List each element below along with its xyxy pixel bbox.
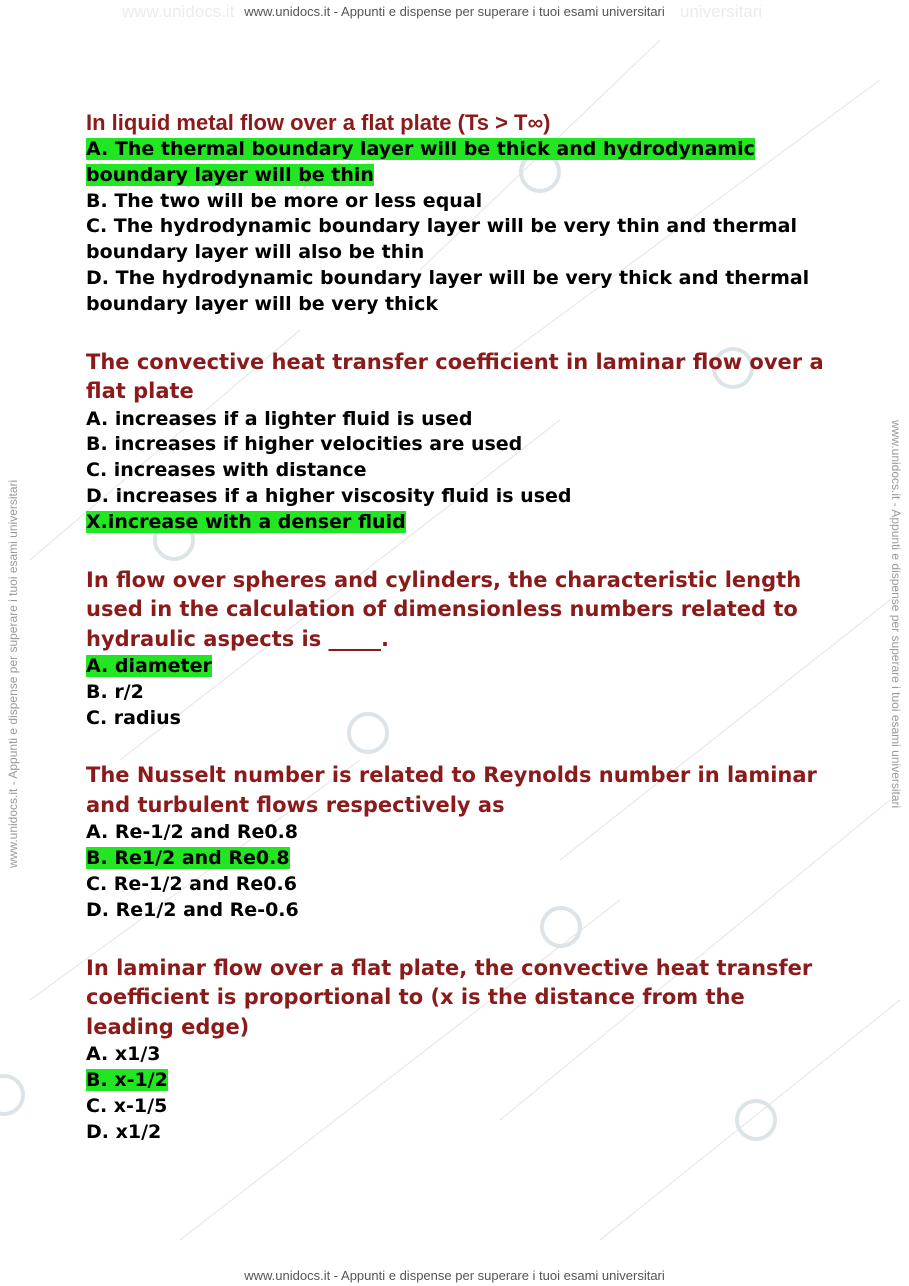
- option-d: D. The hydrodynamic boundary layer will be very thick and thermal boundary layer will be very thick: [86, 266, 810, 315]
- option-a-correct: A. diameter: [86, 655, 212, 678]
- option-b: B. The two will be more or less equal: [86, 189, 483, 212]
- page-footer-watermark: www.unidocs.it - Appunti e dispense per superare i tuoi esami universitari: [244, 1268, 665, 1283]
- question-5: [86, 954, 826, 1146]
- page-header-watermark: www.unidocs.it - Appunti e dispense per superare i tuoi esami universitari: [244, 4, 665, 19]
- question-title: In flow over spheres and cylinders, the characteristic length used in the calculation of dimensionless numbers related to hydraulic aspects is _____.: [86, 567, 802, 651]
- option-a-correct: A. The thermal boundary layer will be thick and hydrodynamic boundary layer will be thin: [86, 138, 755, 186]
- option-a: A. increases if a lighter fluid is used: [86, 407, 473, 430]
- side-watermark-left: www.unidocs.it - Appunti e dispense per superare i tuoi esami universitari: [6, 479, 20, 868]
- watermark-ghost-top-right: universitari: [680, 2, 763, 21]
- option-b: B. r/2: [86, 680, 144, 703]
- question-title: The convective heat transfer coefficient in laminar flow over a flat plate: [86, 349, 824, 404]
- option-c: C. increases with distance: [86, 459, 367, 482]
- question-1: [86, 109, 826, 318]
- option-b-correct: B. Re1/2 and Re0.8: [86, 847, 290, 870]
- side-watermark-right: www.unidocs.it - Appunti e dispense per superare i tuoi esami universitari: [889, 420, 903, 809]
- question-2: [86, 348, 826, 536]
- question-4: [86, 761, 826, 923]
- question-title: The Nusselt number is related to Reynolds number in laminar and turbulent flows respectively as: [86, 763, 817, 817]
- question-3: [86, 566, 826, 732]
- question-title: In liquid metal flow over a flat plate (Ts > T∞): [86, 110, 551, 135]
- option-c: C. Re-1/2 and Re0.6: [86, 873, 297, 896]
- option-b-correct: B. x-1/2: [86, 1068, 168, 1091]
- option-x-correct: X.increase with a denser fluid: [86, 510, 406, 533]
- watermark-ghost-top-left: www.unidocs.it: [122, 2, 235, 21]
- option-d: D. increases if a higher viscosity fluid is used: [86, 484, 572, 507]
- option-c: C. x-1/5: [86, 1094, 168, 1117]
- quiz-content: [86, 109, 826, 1145]
- option-b: B. increases if higher velocities are used: [86, 433, 523, 456]
- question-title: In laminar flow over a flat plate, the convective heat transfer coefficient is proportional to (x is the distance from the leading edge): [86, 955, 813, 1039]
- option-d: D. Re1/2 and Re-0.6: [86, 898, 299, 921]
- option-c: C. radius: [86, 706, 181, 729]
- option-d: D. x1/2: [86, 1120, 162, 1143]
- option-a: A. Re-1/2 and Re0.8: [86, 821, 299, 844]
- option-a: A. x1/3: [86, 1043, 161, 1066]
- option-c: C. The hydrodynamic boundary layer will be very thin and thermal boundary layer will also be thin: [86, 215, 797, 264]
